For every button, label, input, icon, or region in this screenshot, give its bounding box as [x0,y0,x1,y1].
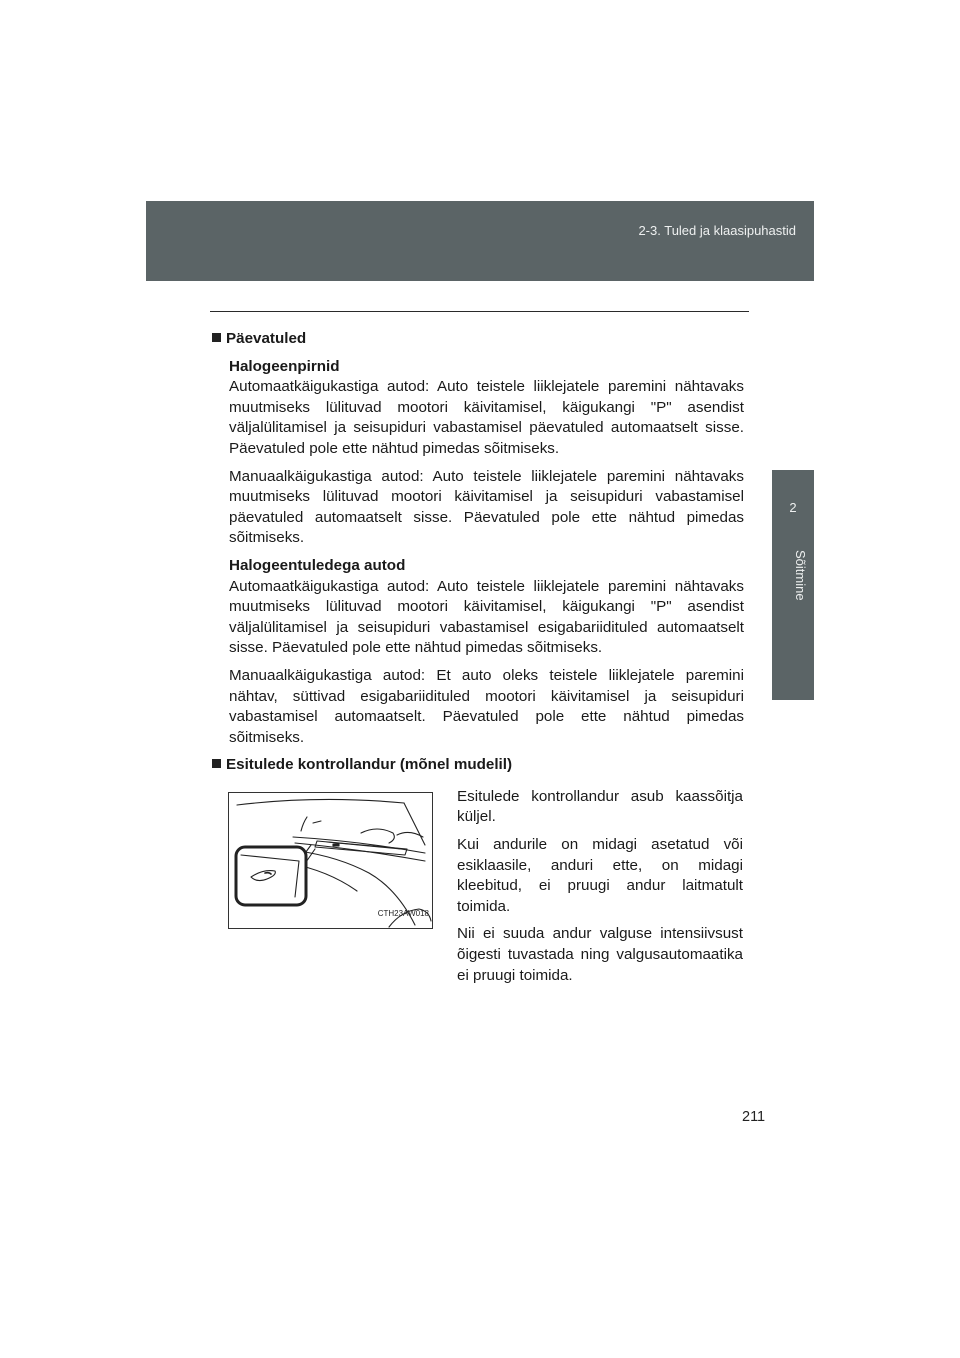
page-content [212,329,744,993]
light-sensor-illustration [228,792,433,929]
sensor-description [457,787,743,993]
sensor-figure-row [212,783,744,993]
chapter-number: 2 [789,500,797,515]
block-halogen-lights [229,556,744,748]
section-title: 2-3. Tuled ja klaasipuhastid [638,223,796,238]
top-divider [210,311,749,312]
header-bar [146,201,814,281]
bullet-square-icon [212,759,221,768]
figure-code: CTH23AW018 [377,909,429,919]
section-heading-light-sensor: Esitulede kontrollandur (mõnel mudelil) [212,755,744,776]
paragraph: Esitulede kontrollandur asub kaassõitja küljel. [457,787,743,826]
paragraph: Nii ei suuda andur valguse intensiivsust õigesti tuvastada ning valgusautomaatika ei pruugi toimida. [457,925,743,984]
subheading-halogen-lights: Halogeentuledega autod [229,556,406,574]
paragraph: Automaatkäigukastiga autod: Auto teistele liiklejatele paremini nähtavaks muutmiseks lülituvad mootori käivitamisel, käigukangi "P" asendist väljalülitamisel ja seisupiduri vabastamisel päevatuled automaatselt sisse. Päevatuled pole ette nähtud pimedas sõitmiseks. [229,378,744,457]
paragraph: Kui andurile on midagi asetatud või esiklaasile, anduri ette, on midagi kleebitud, ei pruugi andur laitmatult toimida. [457,836,743,915]
page-number: 211 [742,1109,766,1125]
chapter-tab [772,470,814,700]
paragraph: Manuaalkäigukastiga autod: Auto teistele liiklejatele paremini nähtavaks muutmiseks lülituvad mootori käivitamisel ja seisupiduri vabastamisel päevatuled automaatselt sisse. Päevatuled pole ette nähtud pimedas sõitmiseks. [229,467,744,547]
block-halogen-bulbs [229,357,744,549]
section-heading-daytime-lights: Päevatuled [212,329,744,350]
subheading-halogen-bulbs: Halogeenpirnid [229,357,340,375]
paragraph: Manuaalkäigukastiga autod: Et auto oleks teistele liiklejatele paremini nähtav, süttivad esigabariidituled mootori käivitamisel ja seisupiduri vabastamisel automaatselt. Päevatuled pole ette nähtud pimedas sõitmiseks. [229,666,744,746]
chapter-label: Sõitmine [793,550,808,601]
paragraph: Automaatkäigukastiga autod: Auto teistele liiklejatele paremini nähtavaks muutmiseks lülituvad mootori käivitamisel, käigukangi "P" asendist väljalülitamisel ja seisupiduri vabastamisel esigabariidituled automaatselt sisse. Päevatuled pole ette nähtud pimedas sõitmiseks. [229,577,744,657]
bullet-square-icon [212,333,221,342]
